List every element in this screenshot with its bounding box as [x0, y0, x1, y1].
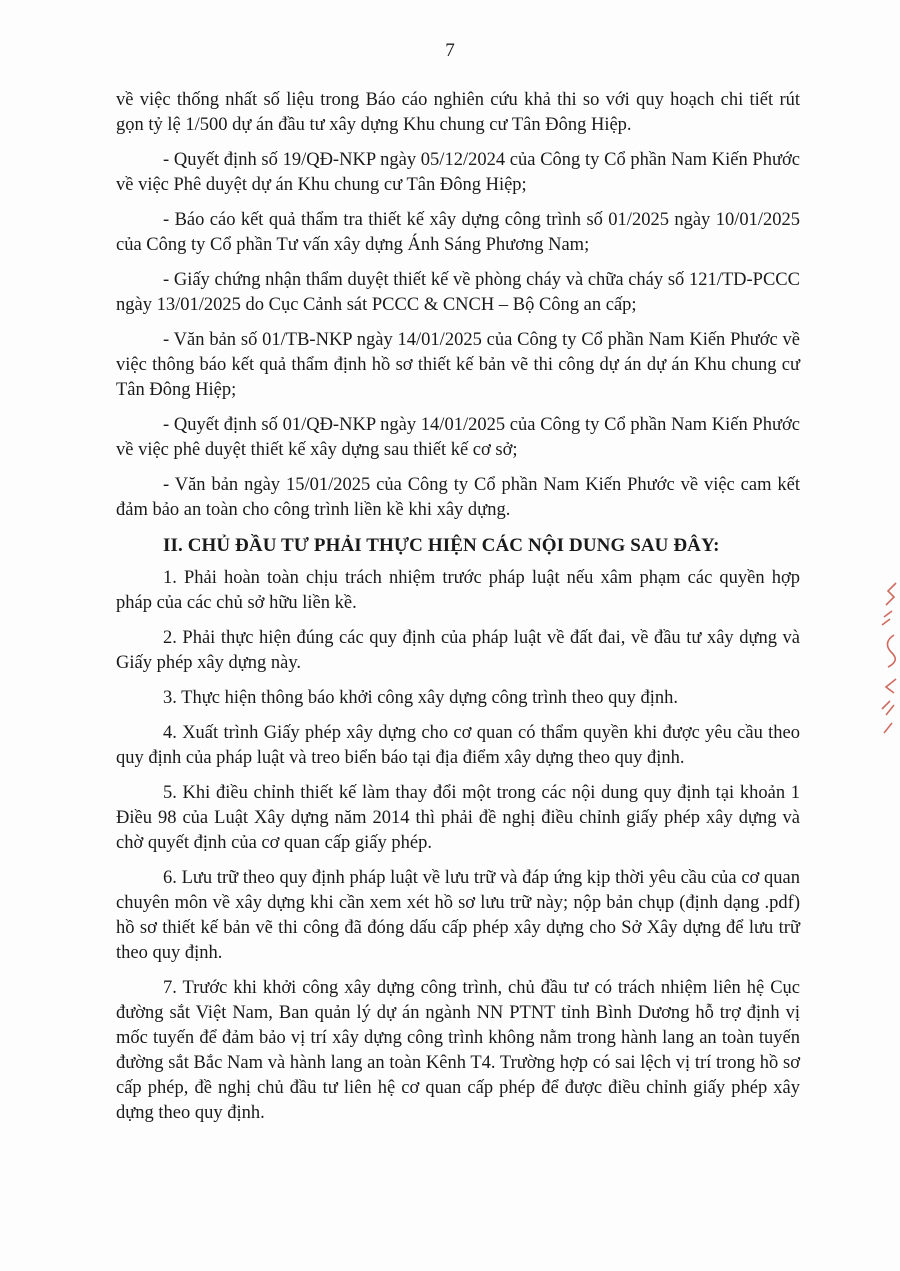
- document-body: [116, 88, 800, 1136]
- seal-stamp-fragment: [874, 575, 900, 740]
- basis-item: - Văn bản số 01/TB-NKP ngày 14/01/2025 của Công ty Cổ phần Nam Kiến Phước về việc thông báo kết quả thẩm định hồ sơ thiết kế bản vẽ thi công dự án dự án Khu chung cư Tân Đông Hiệp;: [116, 330, 800, 400]
- basis-item: - Quyết định số 01/QĐ-NKP ngày 14/01/2025 của Công ty Cổ phần Nam Kiến Phước về việc phê duyệt thiết kế xây dựng sau thiết kế cơ sở;: [116, 415, 800, 460]
- obligation-item: 1. Phải hoàn toàn chịu trách nhiệm trước pháp luật nếu xâm phạm các quyền hợp pháp của các chủ sở hữu liền kề.: [116, 568, 800, 613]
- obligation-item: 7. Trước khi khởi công xây dựng công trình, chủ đầu tư có trách nhiệm liên hệ Cục đường sắt Việt Nam, Ban quản lý dự án ngành NN PTNT tỉnh Bình Dương hỗ trợ định vị mốc tuyến để đảm bảo vị trí xây dựng công trình không nằm trong hành lang an toàn tuyến đường sắt Bắc Nam và hành lang an toàn Kênh T4. Trường hợp có sai lệch vị trí trong hồ sơ cấp phép, đề nghị chủ đầu tư liên hệ cơ quan cấp phép để được điều chỉnh giấy phép xây dựng theo quy định.: [116, 978, 800, 1123]
- page-number: 7: [445, 40, 455, 61]
- obligation-item: 4. Xuất trình Giấy phép xây dựng cho cơ quan có thẩm quyền khi được yêu cầu theo quy định của pháp luật và treo biển báo tại địa điểm xây dựng theo quy định.: [116, 723, 800, 768]
- basis-item: - Quyết định số 19/QĐ-NKP ngày 05/12/2024 của Công ty Cổ phần Nam Kiến Phước về việc Phê duyệt dự án Khu chung cư Tân Đông Hiệp;: [116, 150, 800, 195]
- section-heading: II. CHỦ ĐẦU TƯ PHẢI THỰC HIỆN CÁC NỘI DUNG SAU ĐÂY:: [163, 535, 720, 556]
- basis-item: - Giấy chứng nhận thẩm duyệt thiết kế về phòng cháy và chữa cháy số 121/TD-PCCC ngày 13/01/2025 do Cục Cảnh sát PCCC & CNCH – Bộ Công an cấp;: [116, 270, 800, 315]
- obligation-item: 2. Phải thực hiện đúng các quy định của pháp luật về đất đai, về đầu tư xây dựng và Giấy phép xây dựng này.: [116, 628, 800, 673]
- basis-item: - Văn bản ngày 15/01/2025 của Công ty Cổ phần Nam Kiến Phước về việc cam kết đảm bảo an toàn cho công trình liền kề khi xây dựng.: [116, 475, 800, 520]
- obligation-item: 6. Lưu trữ theo quy định pháp luật về lưu trữ và đáp ứng kịp thời yêu cầu của cơ quan chuyên môn về xây dựng khi cần xem xét hồ sơ lưu trữ này; nộp bản chụp (định dạng .pdf) hồ sơ thiết kế bản vẽ thi công đã đóng dấu cấp phép xây dựng cho Sở Xây dựng để lưu trữ theo quy định.: [116, 868, 800, 963]
- obligation-item: 5. Khi điều chỉnh thiết kế làm thay đổi một trong các nội dung quy định tại khoản 1 Điều 98 của Luật Xây dựng năm 2014 thì phải đề nghị điều chỉnh giấy phép xây dựng và chờ quyết định của cơ quan cấp giấy phép.: [116, 783, 800, 853]
- obligation-item: 3. Thực hiện thông báo khởi công xây dựng công trình theo quy định.: [163, 688, 679, 708]
- intro-continuation: về việc thống nhất số liệu trong Báo cáo nghiên cứu khả thi so với quy hoạch chi tiết rút gọn tỷ lệ 1/500 dự án đầu tư xây dựng Khu chung cư Tân Đông Hiệp.: [116, 90, 800, 135]
- basis-item: - Báo cáo kết quả thẩm tra thiết kế xây dựng công trình số 01/2025 ngày 10/01/2025 của Công ty Cổ phần Tư vấn xây dựng Ánh Sáng Phương Nam;: [116, 210, 800, 255]
